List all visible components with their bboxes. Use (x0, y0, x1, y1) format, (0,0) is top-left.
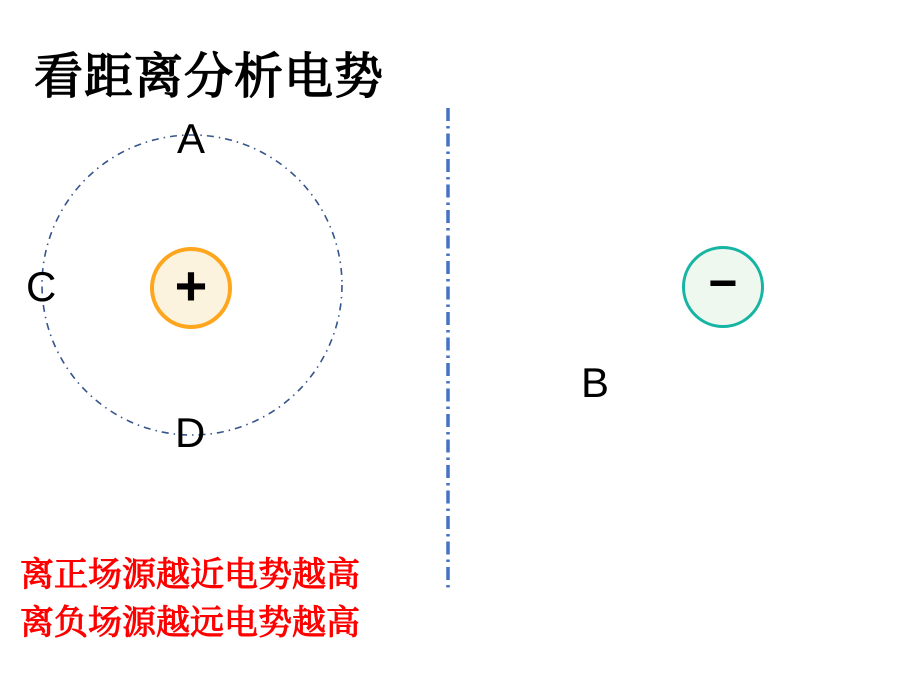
point-label-c: C (26, 263, 57, 310)
negative-charge (682, 246, 764, 328)
annotation-line-1: 离正场源越近电势越高 (20, 556, 360, 594)
annotation-block (20, 552, 360, 647)
point-label-b: B (581, 359, 610, 406)
slide-title: 看距离分析电势 (34, 50, 385, 104)
annotation-line-2: 离负场源越远电势越高 (20, 603, 360, 642)
plus-symbol: + (174, 254, 208, 317)
point-label-d: D (175, 409, 206, 456)
positive-charge (150, 247, 232, 329)
point-label-a: A (177, 115, 206, 162)
minus-symbol: − (708, 255, 738, 311)
